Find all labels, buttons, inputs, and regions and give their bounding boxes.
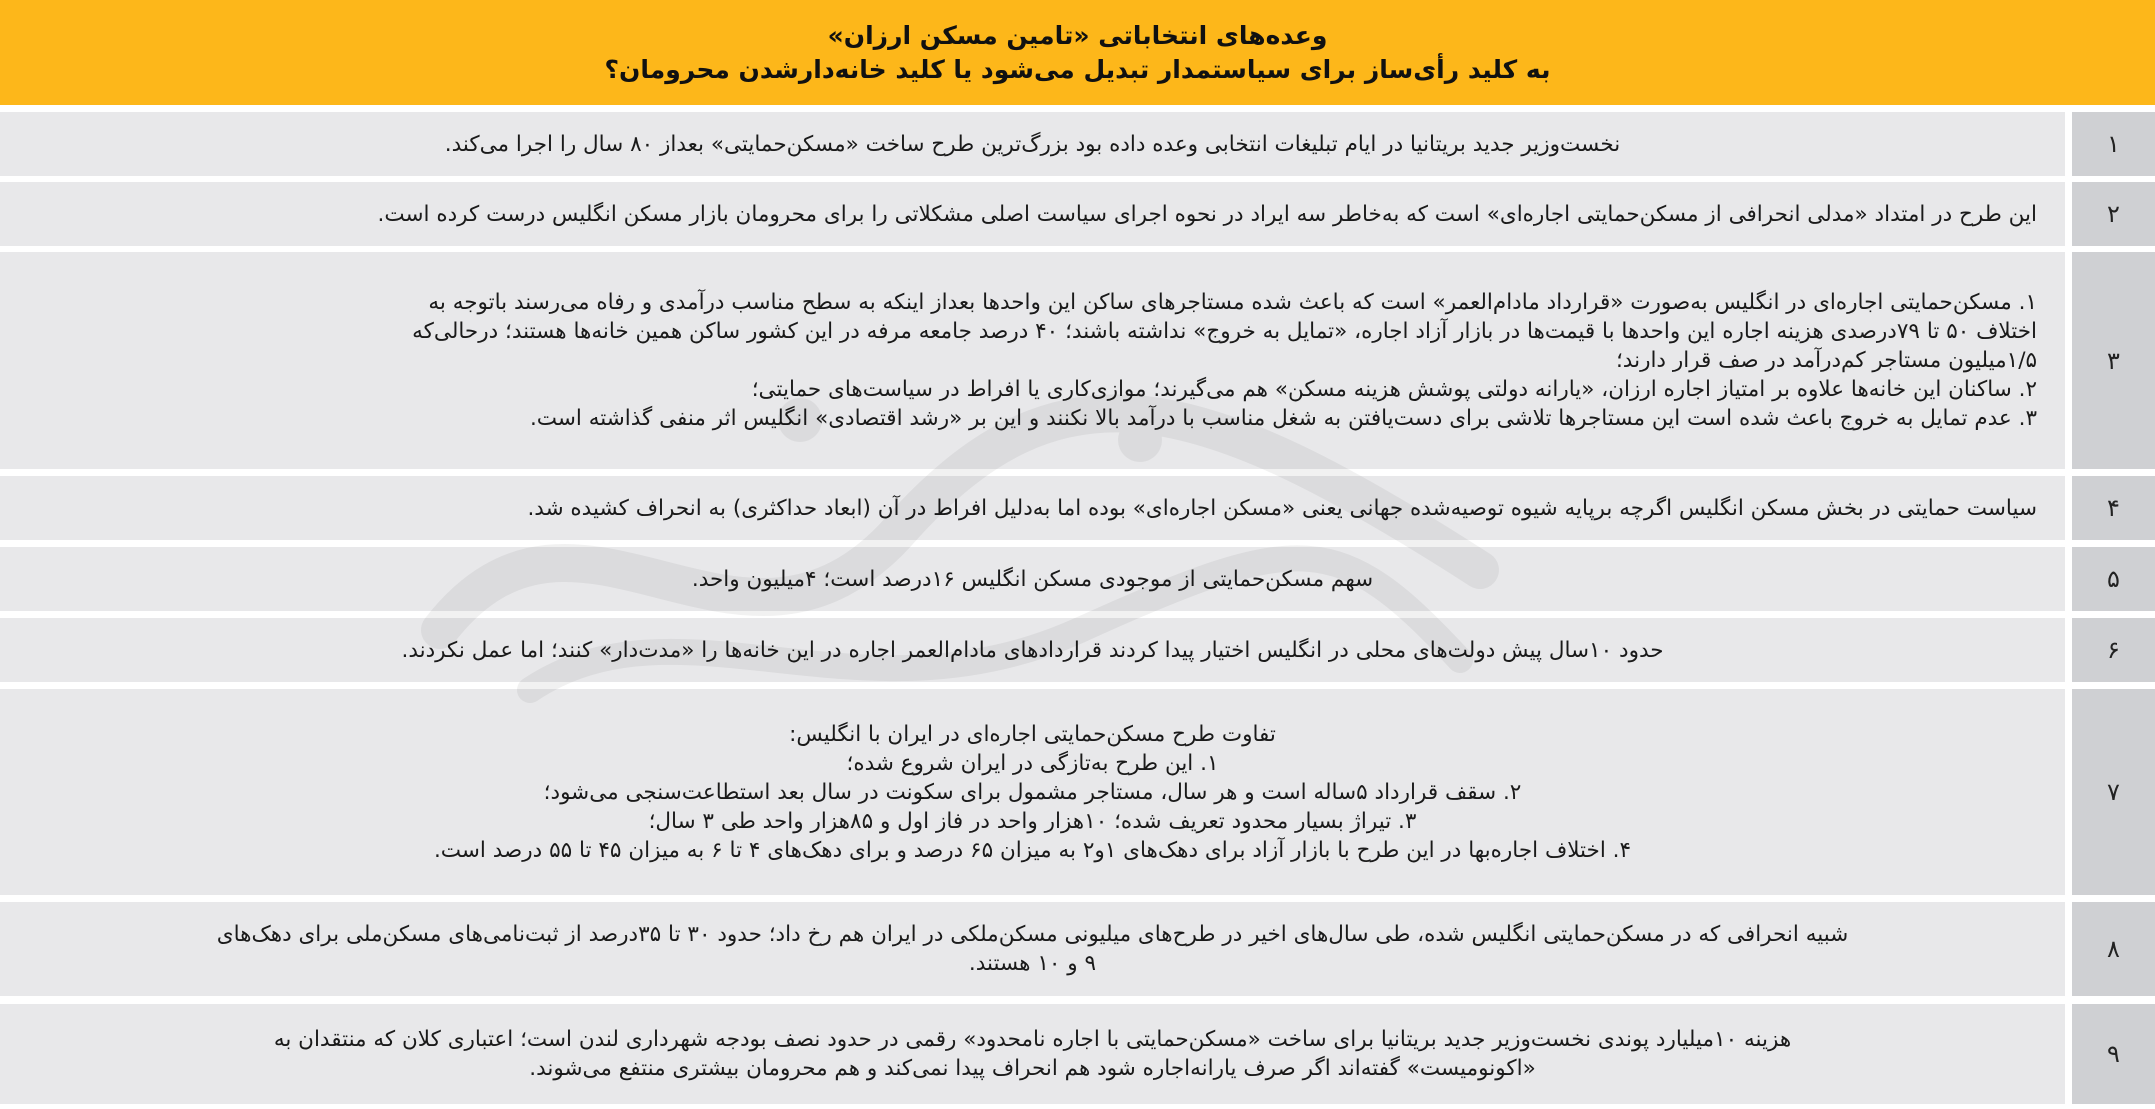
row-text [0,112,2065,176]
row-text-line: «اکونومیست» گفته‌اند اگر صرف یارانه‌اجاره شود هم انحراف پیدا نمی‌کند و هم محرومان بیشتری منتفع می‌شوند. [529,1056,1536,1081]
table-row [0,618,2155,682]
row-number: ۶ [2072,618,2155,682]
row-text-line: حدود ۱۰سال پیش دولت‌های محلی در انگلیس اختیار پیدا کردند قراردادهای مادام‌العمر اجاره در این خانه‌ها را «مدت‌دار» کنند؛ اما عمل نکردند. [401,637,1664,663]
table-row [0,252,2155,469]
row-number: ۹ [2072,1004,2155,1104]
row-text-line: ۳. تیراژ بسیار محدود تعریف شده؛ ۱۰هزار واحد در فاز اول و ۸۵هزار واحد طی ۳ سال؛ [648,808,1417,834]
row-number: ۱ [2072,112,2155,176]
row-number: ۷ [2072,689,2155,895]
row-number: ۴ [2072,476,2155,540]
table-row [0,476,2155,540]
table-row [0,689,2155,895]
table-row [0,182,2155,246]
row-text [0,182,2065,246]
row-text-line: ۲. ساکنان این خانه‌ها علاوه بر امتیاز اجاره ارزان، «یارانه دولتی پوشش هزینه مسکن» هم می‌گیرند؛ موازی‌کاری یا افراط در سیاست‌های حمایتی؛ [751,377,2037,402]
row-text-line: ۱. این طرح به‌تازگی در ایران شروع شده؛ [846,750,1219,776]
row-text-line: ۱/۵میلیون مستاجر کم‌درآمد در صف قرار دارند؛ [1615,348,2037,373]
row-text-line: تفاوت طرح مسکن‌حمایتی اجاره‌ای در ایران با انگلیس: [789,721,1276,747]
table-row [0,1004,2155,1104]
table-row [0,547,2155,611]
row-text [0,618,2065,682]
table-row [0,902,2155,996]
table-row [0,112,2155,176]
row-text [0,476,2065,540]
row-text [0,547,2065,611]
row-text-line: ۲. سقف قرارداد ۵ساله است و هر سال، مستاجر مشمول برای سکونت در سال بعد استطاعت‌سنجی می‌شود؛ [543,779,1522,805]
title-banner [0,0,2155,105]
row-number: ۵ [2072,547,2155,611]
row-text-line: هزینه ۱۰میلیارد پوندی نخست‌وزیر جدید بریتانیا برای ساخت «مسکن‌حمایتی با اجاره نامحدود» رقمی در حدود نصف بودجه شهرداری لندن است؛ اعتباری کلان که منتقدان به [273,1027,1792,1052]
row-text-line: نخست‌وزیر جدید بریتانیا در ایام تبلیغات انتخابی وعده داده بود بزرگ‌ترین طرح ساخت «مسکن‌حمایتی» بعداز ۸۰ سال را اجرا می‌کند. [444,131,1621,157]
row-number: ۳ [2072,252,2155,469]
row-text-line: سیاست حمایتی در بخش مسکن انگلیس اگرچه برپایه شیوه توصیه‌شده جهانی یعنی «مسکن اجاره‌ای» بوده اما به‌دلیل افراط در آن (ابعاد حداکثری) به انحراف کشیده شد. [527,495,2037,521]
title-line-2: به کلید رأی‌ساز برای سیاستمدار تبدیل می‌شود یا کلید خانه‌دارشدن محرومان؟ [604,54,1551,84]
row-text [0,1004,2065,1104]
row-text [0,252,2065,469]
row-text-line: ۹ و ۱۰ هستند. [968,951,1097,976]
row-text-line: ۳. عدم تمایل به خروج باعث شده است این مستاجرها تلاشی برای دست‌یافتن به شغل مناسب با درآمد بالا نکنند و این بر «رشد اقتصادی» انگلیس اثر منفی گذاشته است. [529,406,2037,431]
row-text [0,902,2065,996]
row-number: ۲ [2072,182,2155,246]
row-text-line: سهم مسکن‌حمایتی از موجودی مسکن انگلیس ۱۶درصد است؛ ۴میلیون واحد. [691,566,1374,592]
title-line-1: وعده‌های انتخاباتی «تامین مسکن ارزان» [827,20,1328,50]
row-text-line: این طرح در امتداد «مدلی انحرافی از مسکن‌حمایتی اجاره‌ای» است که به‌خاطر سه ایراد در نحوه اجرای سیاست اصلی مشکلاتی را برای محرومان بازار مسکن انگلیس درست کرده است. [377,201,2037,227]
row-text-line: اختلاف ۵۰ تا ۷۹درصدی هزینه اجاره این واحدها با قیمت‌ها در بازار آزاد اجاره، «تمایل به خروج» نداشته باشند؛ ۴۰ درصد جامعه مرفه در این کشور ساکن همین خانه‌ها هستند؛ درحالی‌که [412,319,2037,344]
row-number: ۸ [2072,902,2155,996]
row-text-line: شبیه انحرافی که در مسکن‌حمایتی انگلیس شده، طی سال‌های اخیر در طرح‌های میلیونی مسکن‌ملکی در ایران هم رخ داد؛ حدود ۳۰ تا ۳۵درصد از ثبت‌نامی‌های مسکن‌ملی برای دهک‌های [216,922,1849,947]
row-text-line: ۴. اختلاف اجاره‌بها در این طرح با بازار آزاد برای دهک‌های ۱و۲ به میزان ۶۵ درصد و برای دهک‌های ۴ تا ۶ به میزان ۴۵ تا ۵۵ درصد است. [433,837,1632,863]
row-text-line: ۱. مسکن‌حمایتی اجاره‌ای در انگلیس به‌صورت «قرارداد مادام‌العمر» است که باعث شده مستاجرهای ساکن این واحدها بعداز اینکه به سطح مناسب درآمدی و رفاه می‌رسند باتوجه به [428,290,2037,315]
row-text [0,689,2065,895]
